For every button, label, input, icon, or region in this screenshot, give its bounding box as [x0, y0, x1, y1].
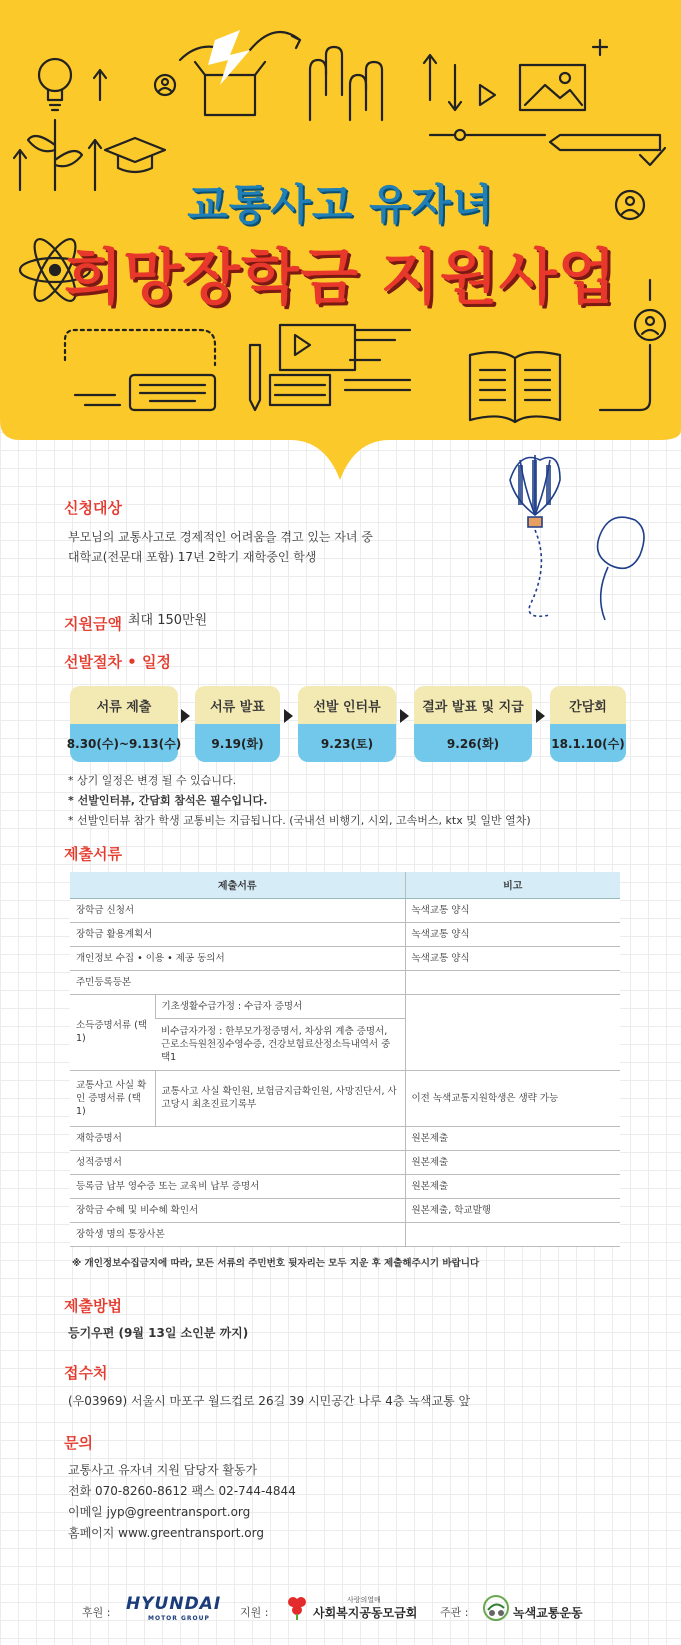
doc-cell: 등록금 납부 영수증 또는 교육비 납부 증명서 [70, 1174, 405, 1198]
table-header-row [70, 872, 620, 898]
step-label: 선발 인터뷰 [298, 686, 396, 724]
accident-sub-cell: 교통사고 사실 확인원, 보험금지급확인원, 사망진단서, 사고당시 최초진료기록부 [155, 1070, 405, 1126]
process-note: * 선발인터뷰, 간담회 참석은 필수입니다. [68, 794, 268, 807]
step-arrow-icon [400, 709, 409, 723]
table-row [70, 1222, 620, 1246]
note-cell: 녹색교통 양식 [405, 922, 620, 946]
doc-cell: 장학금 활용계획서 [70, 922, 405, 946]
process-note: * 상기 일정은 변경 될 수 있습니다. [68, 774, 237, 787]
note-cell: 원본제출 [405, 1150, 620, 1174]
step-final-result [414, 686, 532, 766]
step-date: 8.30(수)~9.13(수) [70, 724, 178, 762]
amount-value: 최대 150만원 [128, 613, 208, 628]
step-date: 9.19(화) [195, 724, 280, 762]
contact-email: 이메일 jyp@greentransport.org [68, 1505, 251, 1519]
doc-cell: 장학금 신청서 [70, 898, 405, 922]
host-label: 주관 : [440, 1606, 469, 1619]
step-date: 9.26(화) [414, 724, 532, 762]
amount-title: 지원금액 [64, 615, 122, 633]
documents-table [70, 872, 620, 1247]
table-row [70, 970, 620, 994]
table-row [70, 1150, 620, 1174]
step-label: 서류 발표 [195, 686, 280, 724]
note-cell [405, 1222, 620, 1246]
step-arrow-icon [284, 709, 293, 723]
step-document-result [195, 686, 280, 766]
table-row [70, 1174, 620, 1198]
income-label-cell: 소득증명서류 (택1) [70, 994, 155, 1070]
hyundai-logo: HYUNDAI [126, 1594, 222, 1614]
note-cell [405, 994, 620, 1070]
documents-footnote: ※ 개인정보수집금지에 따라, 모든 서류의 주민번호 뒷자리는 모두 지운 후 제출해주시기 바랍니다 [72, 1258, 480, 1269]
note-cell: 원본제출 [405, 1174, 620, 1198]
contact-phone: 전화 070-8260-8612 팩스 02-744-4844 [68, 1484, 296, 1498]
table-row [70, 946, 620, 970]
step-meeting [550, 686, 626, 766]
doc-cell: 성적증명서 [70, 1150, 405, 1174]
process-note: * 선발인터뷰 참가 학생 교통비는 지급됩니다. (국내선 비행기, 시외, 고속버스, ktx 및 일반 열차) [68, 814, 531, 827]
address-value: (우03969) 서울시 마포구 월드컵로 26길 39 시민공간 나루 4층 녹색교통 앞 [68, 1394, 471, 1408]
fruit-of-love-icon [285, 1594, 309, 1620]
doc-cell: 재학증명서 [70, 1126, 405, 1150]
eligibility-title: 신청대상 [64, 499, 122, 517]
note-cell: 녹색교통 양식 [405, 898, 620, 922]
eligibility-line2: 대학교(전문대 포함) 17년 2학기 재학중인 학생 [68, 550, 317, 564]
step-label: 결과 발표 및 지급 [414, 686, 532, 724]
method-value: 등기우편 (9월 13일 소인분 까지) [68, 1326, 249, 1340]
method-title: 제출방법 [64, 1297, 122, 1315]
support-logo-name: 사회복지공동모금회 [313, 1606, 418, 1620]
support-logo-sub: 사랑의열매 [347, 1596, 381, 1604]
doc-cell: 개인정보 수집 • 이용 • 제공 동의서 [70, 946, 405, 970]
income-sub-cell: 기초생활수급가정 : 수급자 증명서 [155, 994, 405, 1018]
contact-title: 문의 [64, 1434, 93, 1452]
note-cell: 원본제출, 학교발행 [405, 1198, 620, 1222]
process-title: 선발절차 • 일정 [64, 653, 171, 671]
sponsor-label: 후원 : [82, 1606, 111, 1619]
table-header: 제출서류 [70, 872, 405, 898]
table-row [70, 898, 620, 922]
note-cell: 원본제출 [405, 1126, 620, 1150]
support-label: 지원 : [240, 1606, 269, 1619]
note-cell [405, 970, 620, 994]
contact-line: 교통사고 유자녀 지원 담당자 활동가 [68, 1463, 258, 1477]
doc-cell: 주민등록등본 [70, 970, 405, 994]
step-date: 18.1.10(수) [550, 724, 626, 762]
step-document-submit [66, 686, 182, 766]
table-row [70, 922, 620, 946]
hero-title-line2: 희망장학금 지원사업 [64, 243, 617, 313]
table-row [70, 1070, 620, 1126]
step-date: 9.23(토) [298, 724, 396, 762]
doc-cell: 장학금 수혜 및 비수혜 확인서 [70, 1198, 405, 1222]
step-arrow-icon [536, 709, 545, 723]
documents-title: 제출서류 [64, 845, 122, 863]
hyundai-logo-sub: MOTOR GROUP [148, 1615, 210, 1622]
table-header: 비고 [405, 872, 620, 898]
eligibility-line1: 부모님의 교통사고로 경제적인 어려움을 겪고 있는 자녀 중 [68, 530, 373, 544]
note-cell: 녹색교통 양식 [405, 946, 620, 970]
doc-cell: 장학생 명의 통장사본 [70, 1222, 405, 1246]
green-transport-logo-icon [482, 1594, 510, 1622]
note-cell: 이전 녹색교통지원학생은 생략 가능 [405, 1070, 620, 1126]
address-title: 접수처 [64, 1364, 108, 1382]
income-sub-cell: 비수급자가정 : 한부모가정증명서, 차상위 계층 증명서, 근로소득원천징수영수증, 건강보험료산정소득내역서 중 택1 [155, 1018, 405, 1070]
step-arrow-icon [181, 709, 190, 723]
balloon-illustration [490, 455, 660, 625]
accident-label-cell: 교통사고 사실 확인 증명서류 (택 1) [70, 1070, 155, 1126]
table-row [70, 1126, 620, 1150]
hero-banner [0, 0, 681, 500]
contact-homepage: 홈페이지 www.greentransport.org [68, 1526, 264, 1540]
hero-title-line1: 교통사고 유자녀 [187, 180, 494, 229]
host-logo-name: 녹색교통운동 [513, 1606, 583, 1620]
step-label: 서류 제출 [70, 686, 178, 724]
step-interview [298, 686, 396, 766]
step-label: 간담회 [550, 686, 626, 724]
table-row [70, 1198, 620, 1222]
table-row [70, 994, 620, 1018]
